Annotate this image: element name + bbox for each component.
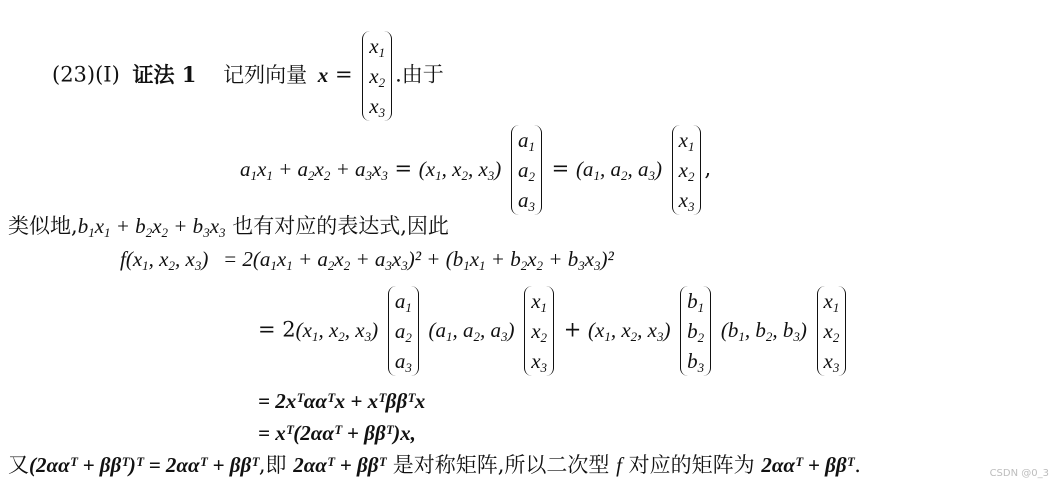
line-6-quadratic: = 2xᵀααᵀx + xᵀββᵀx [258, 389, 426, 413]
row-a: ($a_1$, $a_2$, $a_3$) [575, 156, 662, 183]
row-x: ($x_1$, $x_2$, $x_3$) [418, 156, 502, 183]
vec-x-3: $x_3$ [369, 94, 386, 120]
line-4-f-definition [120, 245, 614, 273]
column-vector-a: $a_1$ $a_2$ $a_3$ [511, 125, 542, 215]
problem-number: (23)(Ⅰ) [52, 62, 120, 87]
vec-x-2: $x_2$ [369, 64, 386, 90]
line-8-conclusion: 又(2ααᵀ + ββᵀ)ᵀ = 2ααᵀ + ββᵀ,即 2ααᵀ + ββᵀ 是对称矩阵,所以二次型 f 对应的矩阵为 2ααᵀ + ββᵀ. [8, 453, 861, 477]
column-vector-x-3: $x_1$ $x_2$ $x_3$ [524, 286, 554, 376]
header-tail: .由于 [395, 62, 444, 87]
watermark: CSDN @0_3 [989, 468, 1049, 479]
column-vector-a-2: $a_1$ $a_2$ $a_3$ [388, 286, 419, 376]
line-7-quadratic: = xᵀ(2ααᵀ + ββᵀ)x, [258, 421, 416, 445]
x-symbol: x [317, 62, 329, 87]
f-expansion: = $2(a_1x_1 + a_2x_2 + a_3x_3)^2 + (b_1x_1 + b_2x_2 + b_3x_3)^2$ [223, 247, 614, 273]
line-5-matrix-form: = $2(x_1$, $x_2$, $x_3$) $a_1$ $a_2$ $a_3$ ($a_1$, $a_2$, $a_3$) $x_1$ $x_2$ $x_3$ + ($x_1$, $x_2$, $x_3$) $b_1$ $b_2$ $b_3$ ($b_1$, $b_2$, $b_3$) $x_1$ $x_2$ $x_3$ [258, 286, 849, 376]
vec-x-1: $x_1$ [369, 34, 386, 60]
f-of-x: $f(x_1$, $x_2$, $x_3$) [120, 247, 209, 273]
column-vector-x [362, 31, 392, 121]
lead-text: 记列向量 [223, 62, 308, 87]
column-vector-b: $b_1$ $b_2$ $b_3$ [680, 286, 711, 376]
sum-a-x: $a_1x_1 + a_2x_2 + a_3x_3$ [240, 156, 388, 183]
line-1-header: (23)(Ⅰ) 证法 1 记列向量 x = $x_1$ $x_2$ $x_3$ .由于 [52, 31, 444, 121]
line-2-equation: $a_1x_1 + a_2x_2 + a_3x_3 = (x_1$, $x_2$, $x_3$) $a_1$ $a_2$ $a_3$ = ($a_1$, $a_2$, $a_3$) $x_1$ $x_2$ $x_3$ , [240, 125, 711, 215]
method-label: 证法 1 [132, 61, 197, 87]
sum-b-x: $b_1x_1 + b_2x_2 + b_3x_3$ [77, 214, 226, 240]
column-vector-x-4: $x_1$ $x_2$ $x_3$ [817, 286, 847, 376]
column-vector-x-2: $x_1$ $x_2$ $x_3$ [672, 125, 702, 215]
line-3-text: 类似地$,b_1x_1 + b_2x_2 + b_3x_3$ 也有对应的表达式,因此 [8, 214, 449, 240]
